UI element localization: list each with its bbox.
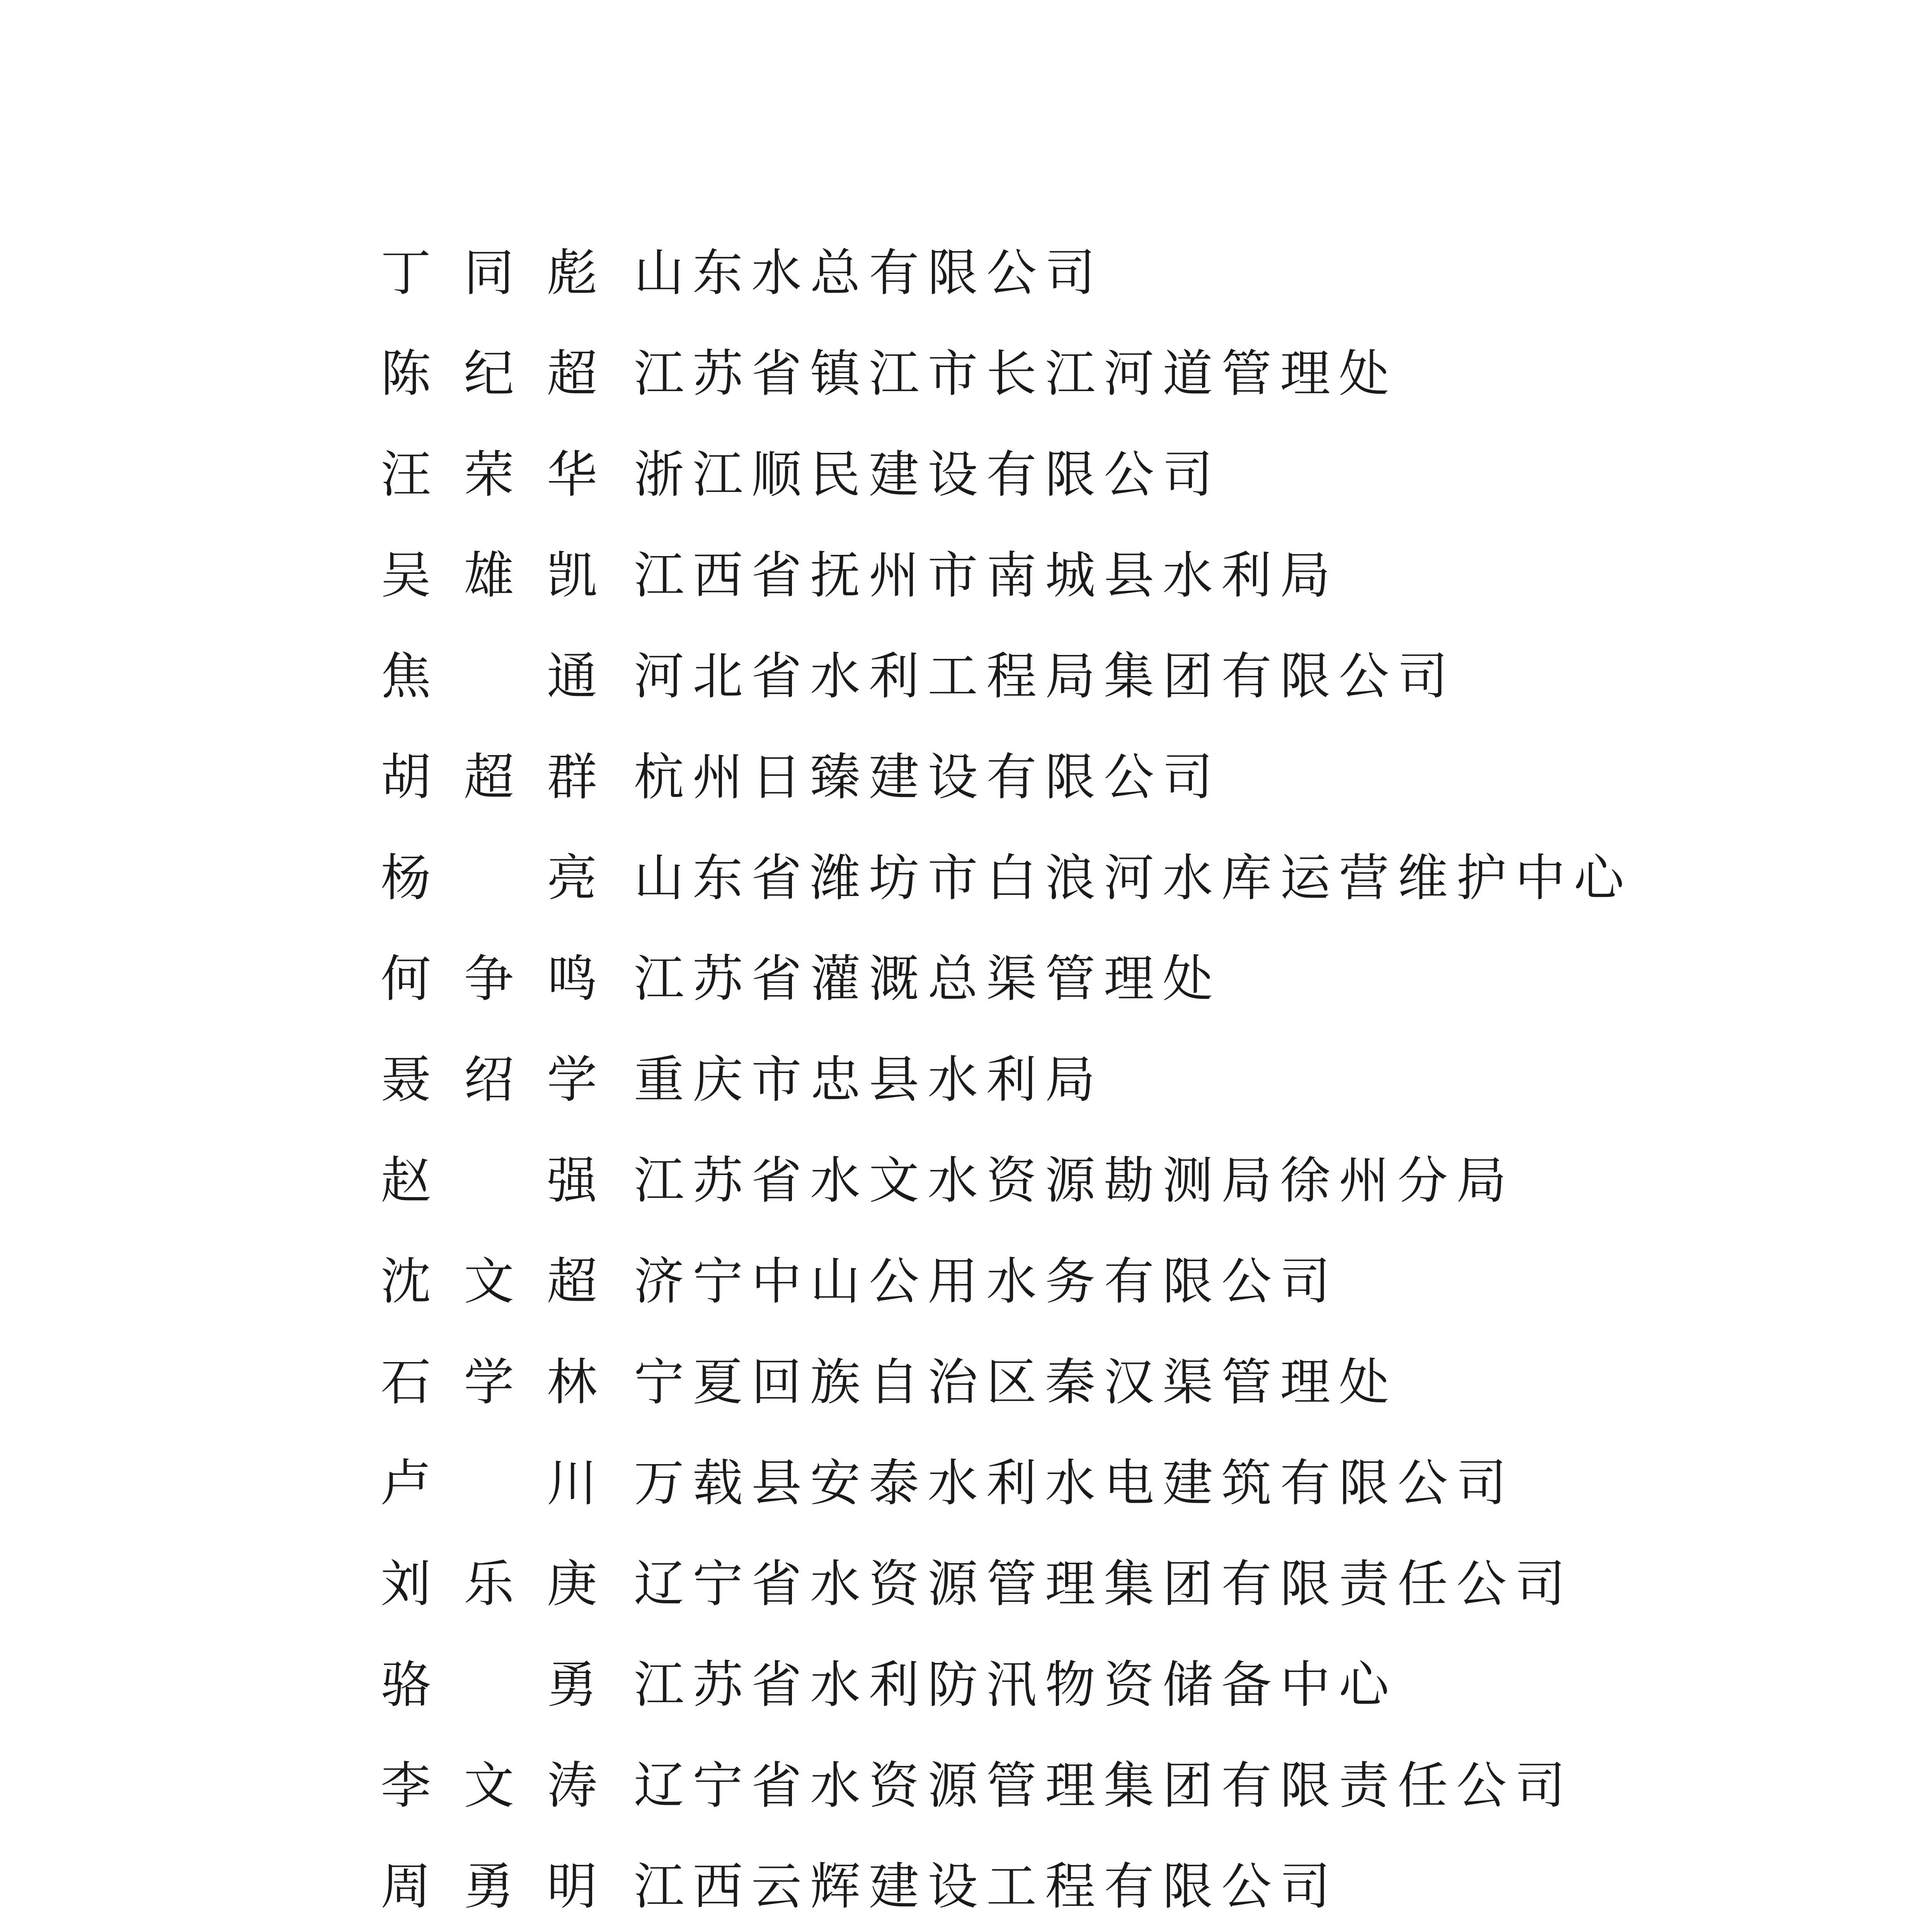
list-item (381, 1432, 1811, 1533)
organization: 辽宁省水资源管理集团有限责任公司 (634, 1756, 1574, 1815)
list-item (381, 1836, 1811, 1932)
person-name: 卢 川 (381, 1453, 597, 1512)
organization: 江苏省镇江市长江河道管理处 (634, 344, 1398, 403)
person-name: 李 文 涛 (381, 1756, 597, 1815)
organization: 江西省抚州市南城县水利局 (634, 546, 1339, 605)
organization: 济宁中山公用水务有限公司 (634, 1252, 1339, 1311)
person-name: 焦 通 (381, 646, 597, 706)
organization: 江苏省水文水资源勘测局徐州分局 (634, 1151, 1515, 1210)
person-name: 何 争 鸣 (381, 949, 597, 1008)
person-name: 周 勇 明 (381, 1857, 597, 1916)
list-item (381, 525, 1811, 626)
organization: 江苏省水利防汛物资储备中心 (634, 1655, 1398, 1714)
name-list (381, 222, 1811, 1932)
list-item (381, 626, 1811, 726)
list-item (381, 827, 1811, 928)
list-item (381, 1029, 1811, 1130)
person-name: 赵 强 (381, 1151, 597, 1210)
list-item (381, 424, 1811, 525)
list-item (381, 1332, 1811, 1432)
list-item (381, 1533, 1811, 1634)
person-name: 陈 纪 超 (381, 344, 597, 403)
person-name: 吴 雄 凯 (381, 546, 597, 605)
person-name: 骆 勇 (381, 1655, 597, 1714)
list-item (381, 928, 1811, 1029)
list-item (381, 726, 1811, 827)
list-item (381, 222, 1811, 323)
organization: 江西云辉建设工程有限公司 (634, 1857, 1339, 1916)
list-item (381, 1231, 1811, 1332)
organization: 河北省水利工程局集团有限公司 (634, 646, 1457, 706)
person-name: 汪 荣 华 (381, 445, 597, 504)
person-name: 刘 乐 庚 (381, 1554, 597, 1613)
list-item (381, 1735, 1811, 1836)
person-name: 胡 超 群 (381, 747, 597, 806)
organization: 宁夏回族自治区秦汉渠管理处 (634, 1352, 1398, 1412)
person-name: 丁 同 彪 (381, 243, 597, 302)
person-name: 杨 亮 (381, 848, 597, 907)
person-name: 石 学 林 (381, 1352, 597, 1412)
organization: 山东水总有限公司 (634, 243, 1104, 302)
list-item (381, 323, 1811, 424)
organization: 辽宁省水资源管理集团有限责任公司 (634, 1554, 1574, 1613)
list-item (381, 1130, 1811, 1231)
organization: 山东省潍坊市白浪河水库运营维护中心 (634, 848, 1633, 907)
organization: 杭州日臻建设有限公司 (634, 747, 1222, 806)
organization: 浙江顺民建设有限公司 (634, 445, 1222, 504)
person-name: 聂 绍 学 (381, 1050, 597, 1109)
organization: 重庆市忠县水利局 (634, 1050, 1104, 1109)
list-item (381, 1634, 1811, 1735)
organization: 江苏省灌溉总渠管理处 (634, 949, 1222, 1008)
organization: 万载县安泰水利水电建筑有限公司 (634, 1453, 1515, 1512)
person-name: 沈 文 超 (381, 1252, 597, 1311)
